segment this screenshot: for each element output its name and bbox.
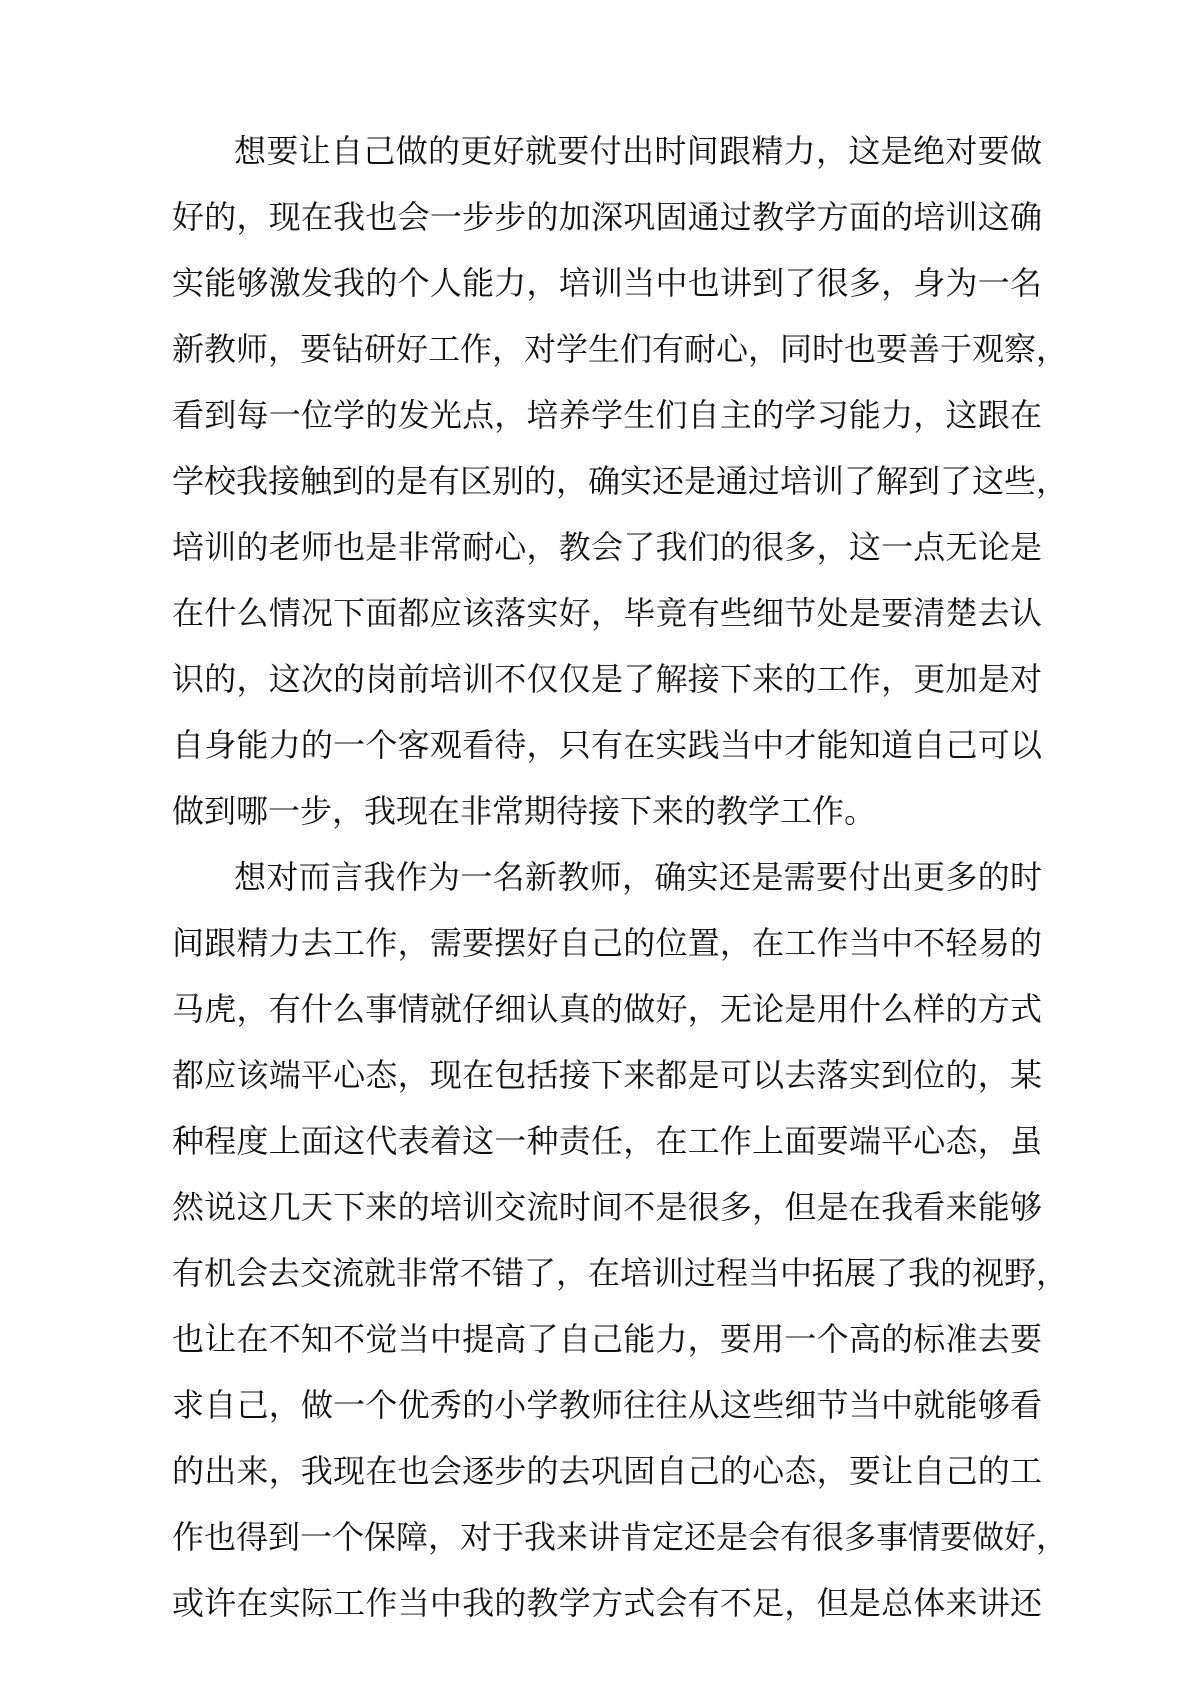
paragraph-line: 或许在实际工作当中我的教学方式会有不足，但是总体来讲还 <box>172 1584 1042 1622</box>
paragraph-line: 求自己，做一个优秀的小学教师往往从这些细节当中就能够看 <box>172 1386 1042 1424</box>
document-body <box>172 118 1069 1636</box>
paragraph-line: 好的，现在我也会一步步的加深巩固通过教学方面的培训这确 <box>172 198 1042 236</box>
paragraph-line: 培训的老师也是非常耐心，教会了我们的很多，这一点无论是 <box>172 528 1042 566</box>
paragraph-line: 新教师，要钻研好工作，对学生们有耐心，同时也要善于观察， <box>172 330 1069 368</box>
paragraph-line: 的出来，我现在也会逐步的去巩固自己的心态，要让自己的工 <box>172 1452 1042 1490</box>
paragraph-line: 都应该端平心态，现在包括接下来都是可以去落实到位的，某 <box>172 1056 1042 1094</box>
paragraph-line: 识的，这次的岗前培训不仅仅是了解接下来的工作，更加是对 <box>172 660 1042 698</box>
paragraph-line: 马虎，有什么事情就仔细认真的做好，无论是用什么样的方式 <box>172 990 1042 1028</box>
paragraph-line: 间跟精力去工作，需要摆好自己的位置，在工作当中不轻易的 <box>172 924 1042 962</box>
paragraph-line: 做到哪一步，我现在非常期待接下来的教学工作。 <box>172 792 877 830</box>
paragraph-line: 实能够激发我的个人能力，培训当中也讲到了很多，身为一名 <box>172 264 1042 302</box>
paragraph-1 <box>172 118 1069 844</box>
paragraph-line: 在什么情况下面都应该落实好，毕竟有些细节处是要清楚去认 <box>172 594 1042 632</box>
paragraph-line: 有机会去交流就非常不错了，在培训过程当中拓展了我的视野， <box>172 1254 1069 1292</box>
paragraph-2 <box>172 844 1069 1636</box>
paragraph-line: 然说这几天下来的培训交流时间不是很多，但是在我看来能够 <box>172 1188 1042 1226</box>
paragraph-line: 想要让自己做的更好就要付出时间跟精力，这是绝对要做 <box>234 132 1042 170</box>
paragraph-line: 看到每一位学的发光点，培养学生们自主的学习能力，这跟在 <box>172 396 1042 434</box>
paragraph-line: 也让在不知不觉当中提高了自己能力，要用一个高的标准去要 <box>172 1320 1042 1358</box>
paragraph-line: 想对而言我作为一名新教师，确实还是需要付出更多的时 <box>234 858 1042 896</box>
paragraph-line: 种程度上面这代表着这一种责任，在工作上面要端平心态，虽 <box>172 1122 1042 1160</box>
paragraph-line: 学校我接触到的是有区别的，确实还是通过培训了解到了这些， <box>172 462 1069 500</box>
paragraph-line: 作也得到一个保障，对于我来讲肯定还是会有很多事情要做好， <box>172 1518 1069 1556</box>
paragraph-line: 自身能力的一个客观看待，只有在实践当中才能知道自己可以 <box>172 726 1042 764</box>
